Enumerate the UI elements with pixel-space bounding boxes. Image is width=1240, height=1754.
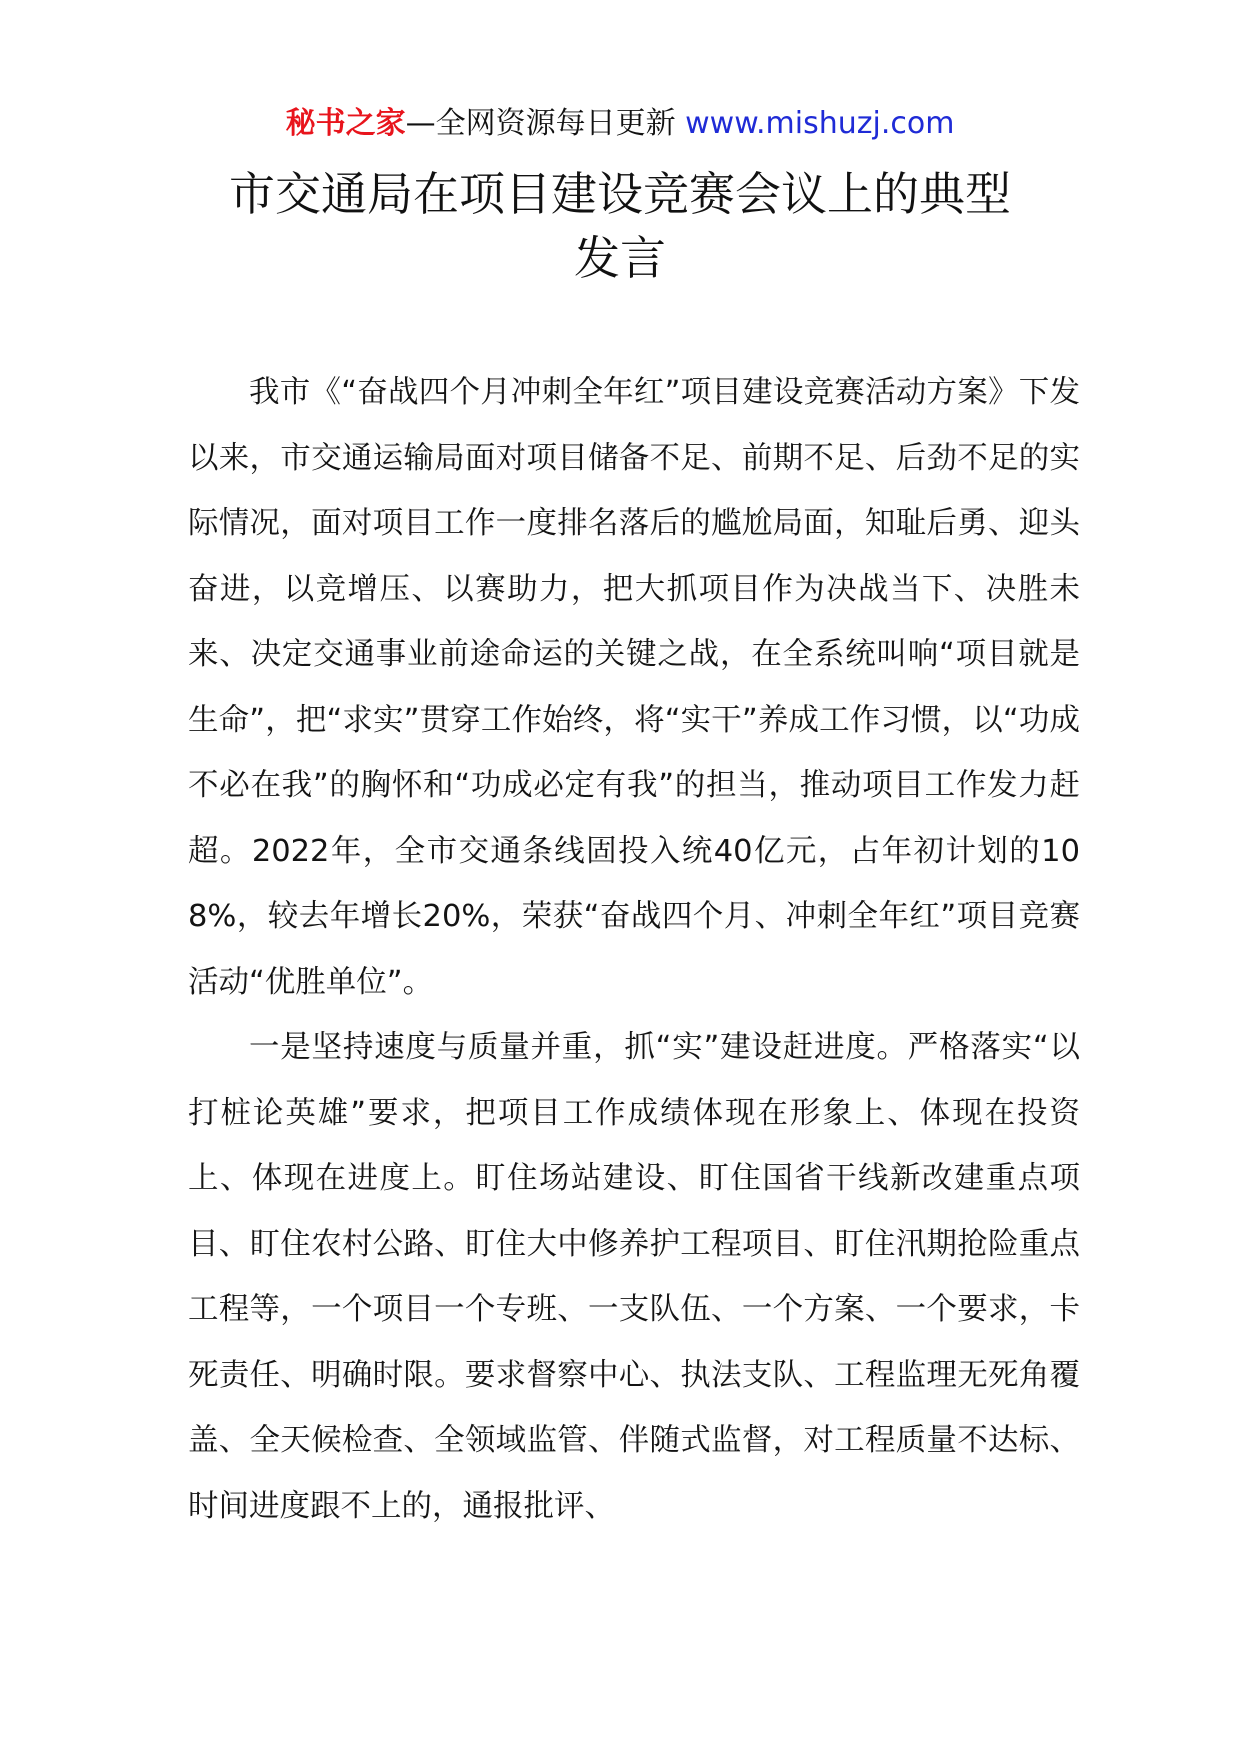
title-line-1: 市交通局在项目建设竞赛会议上的典型 <box>229 167 1011 221</box>
title-line-2: 发言 <box>574 231 666 285</box>
paragraph-intro: 我市《“奋战四个月冲刺全年红”项目建设竞赛活动方案》下发以来，市交通运输局面对项目储备不足、前期不足、后劲不足的实际情况，面对项目工作一度排名落后的尴尬局面，知耻后勇、迎头奋进，以竞增压、以赛助力，把大抓项目作为决战当下、决胜未来、决定交通事业前途命运的关键之战，在全系统叫响“项目就是生命”，把“求实”贯穿工作始终，将“实干”养成工作习惯，以“功成不必在我”的胸怀和“功成必定有我”的担当，推动项目工作发力赶超。2022年，全市交通条线固投入统40亿元，占年初计划的108%，较去年增长20%，荣获“奋战四个月、冲刺全年红”项目竞赛活动“优胜单位”。 <box>188 375 1080 1000</box>
document-body <box>188 360 1080 1539</box>
site-header <box>0 104 1240 144</box>
site-url-link[interactable]: www.mishuzj.com <box>685 106 955 141</box>
document-title <box>150 162 1090 290</box>
brand-name[interactable]: 秘书之家 <box>285 106 406 141</box>
paragraph-point-one: 一是坚持速度与质量并重，抓“实”建设赶进度。严格落实“以打桩论英雄”要求，把项目工作成绩体现在形象上、体现在投资上、体现在进度上。盯住场站建设、盯住国省干线新改建重点项目、盯住农村公路、盯住大中修养护工程项目、盯住汛期抢险重点工程等，一个项目一个专班、一支队伍、一个方案、一个要求，卡死责任、明确时限。要求督察中心、执法支队、工程监理无死角覆盖、全天候检查、全领域监管、伴随式监督，对工程质量不达标、时间进度跟不上的，通报批评、 <box>188 1030 1080 1524</box>
header-tagline: —全网资源每日更新 <box>405 106 686 141</box>
